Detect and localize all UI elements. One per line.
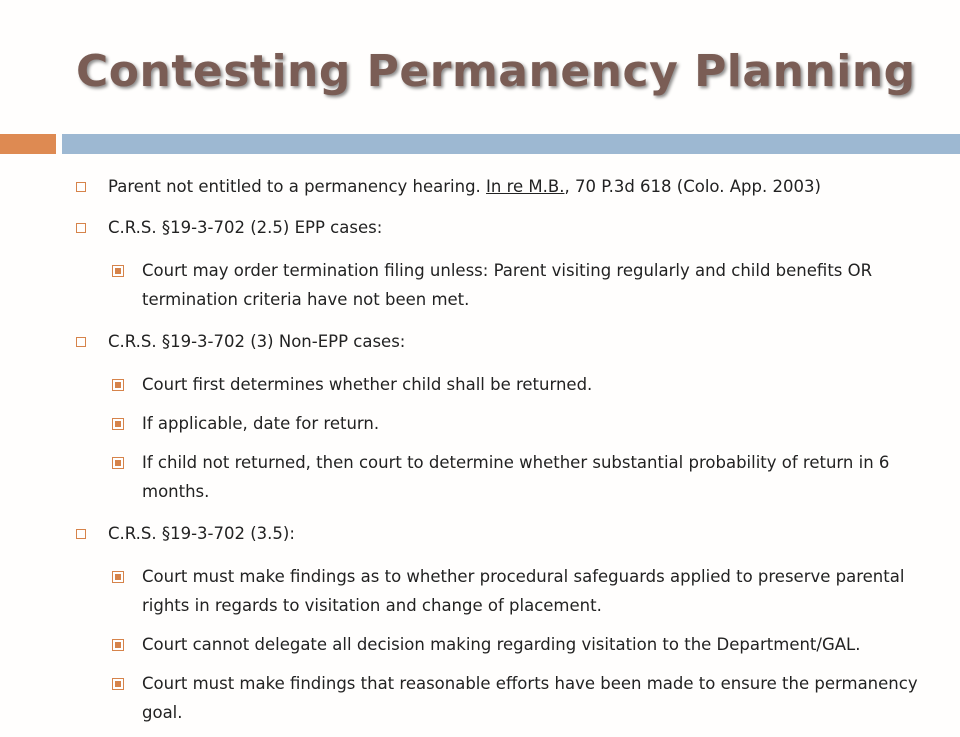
title-divider-accent bbox=[0, 134, 56, 154]
sub-bullet-item bbox=[112, 630, 936, 659]
sub-bullet-text: Court must make findings that reasonable efforts have been made to ensure the permanency goal. bbox=[142, 674, 918, 722]
bullet-text: C.R.S. §19-3-702 (2.5) EPP cases: bbox=[108, 218, 383, 237]
bullet-item bbox=[76, 215, 936, 241]
filled-square-icon bbox=[112, 678, 124, 690]
sub-bullet-item bbox=[112, 669, 936, 727]
sub-bullet-text: Court first determines whether child shall be returned. bbox=[142, 375, 593, 394]
filled-square-icon bbox=[112, 639, 124, 651]
filled-square-icon bbox=[112, 457, 124, 469]
bullet-item bbox=[76, 521, 936, 547]
slide-body bbox=[76, 174, 936, 737]
sub-bullet-text: Court may order termination filing unless: Parent visiting regularly and child benefits OR termination criteria have not been met. bbox=[142, 261, 873, 309]
bullet-text: C.R.S. §19-3-702 (3.5): bbox=[108, 524, 295, 543]
slide-title: Contesting Permanency Planning bbox=[76, 46, 916, 97]
sub-bullet-item bbox=[112, 409, 936, 438]
hollow-square-icon bbox=[76, 529, 86, 539]
sub-bullet-item bbox=[112, 448, 936, 506]
bullet-item bbox=[76, 174, 936, 200]
bullet-text: , 70 P.3d 618 (Colo. App. 2003) bbox=[564, 177, 821, 196]
sub-bullet-text: Court must make findings as to whether procedural safeguards applied to preserve parental rights in regards to visitation and change of placement. bbox=[142, 567, 905, 615]
sub-bullet-item bbox=[112, 370, 936, 399]
hollow-square-icon bbox=[76, 337, 86, 347]
hollow-square-icon bbox=[76, 223, 86, 233]
filled-square-icon bbox=[112, 418, 124, 430]
sub-bullet-text: If applicable, date for return. bbox=[142, 414, 380, 433]
filled-square-icon bbox=[112, 571, 124, 583]
bullet-text: C.R.S. §19-3-702 (3) Non-EPP cases: bbox=[108, 332, 406, 351]
sub-bullet-text: If child not returned, then court to determine whether substantial probability of return in 6 months. bbox=[142, 453, 890, 501]
case-citation: In re M.B. bbox=[486, 177, 565, 196]
bullet-item bbox=[76, 329, 936, 355]
bullet-text: Parent not entitled to a permanency hearing. bbox=[108, 177, 487, 196]
sub-bullet-item bbox=[112, 562, 936, 620]
filled-square-icon bbox=[112, 265, 124, 277]
title-divider-bar bbox=[62, 134, 960, 154]
sub-bullet-text: Court cannot delegate all decision making regarding visitation to the Department/GAL. bbox=[142, 635, 861, 654]
sub-bullet-item bbox=[112, 256, 936, 314]
hollow-square-icon bbox=[76, 182, 86, 192]
filled-square-icon bbox=[112, 379, 124, 391]
